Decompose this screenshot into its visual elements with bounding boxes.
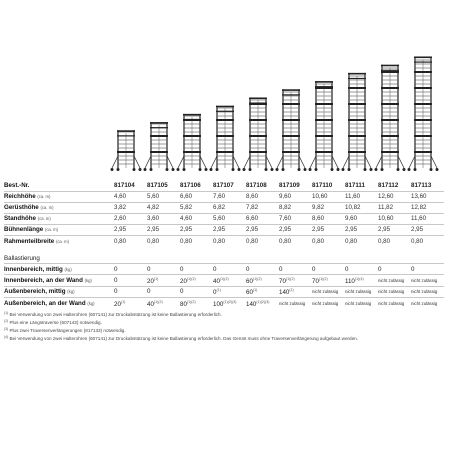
spec-value: 5,60: [147, 191, 180, 202]
spec-value: 4,60: [180, 213, 213, 224]
footnote-ref: (1)(2): [153, 299, 163, 304]
spec-value: 0,80: [345, 235, 378, 246]
ballast-value: 0: [279, 264, 312, 275]
footnote-ref: (1)(2): [252, 276, 262, 281]
spec-unit: (ca. m): [44, 227, 58, 233]
spec-value: 11,60: [345, 191, 378, 202]
ballast-value: nicht zulässig: [279, 298, 312, 309]
spec-value: 2,95: [246, 224, 279, 235]
scaffold-tower-icon: [408, 56, 439, 171]
ballast-label: Außenbereich, mittig (kg): [4, 286, 114, 297]
ballast-value: 0: [114, 286, 147, 297]
ballast-value: nicht zulässig: [378, 275, 411, 286]
spec-value: 0,80: [246, 235, 279, 246]
footnote-ref: (1): [289, 287, 294, 292]
footnote-ref: (1)(4): [354, 276, 364, 281]
ballast-row: [4, 298, 444, 309]
footnote: [4, 318, 446, 326]
spec-value: 2,95: [114, 224, 147, 235]
spec-value: 11,82: [378, 202, 411, 213]
footnote-ref: (1)(2): [186, 276, 196, 281]
ballast-value: nicht zulässig: [345, 298, 378, 309]
spec-value: 7,60: [213, 191, 246, 202]
spec-row: [4, 191, 444, 202]
scaffold-tower-illustrations: [0, 0, 450, 180]
article-number: 817112: [378, 181, 399, 189]
spec-value: 0,80: [180, 235, 213, 246]
spec-value: 0,80: [411, 235, 444, 246]
ballast-value: 60$^{(1)}$: [246, 286, 279, 297]
spec-label: Standhöhe (ca. m): [4, 213, 114, 224]
ballast-table: [4, 263, 444, 309]
spec-value: 2,95: [345, 224, 378, 235]
ballast-value: $110^{(1)(4)}$: [345, 275, 378, 286]
footnote-number: (1): [4, 311, 9, 315]
ballast-value: 0: [114, 275, 147, 286]
footnote-text: Bei Verwendung von zwei Halterohren (607141) zur Druckabstützung ist keine Ballastierung erforderlich.: [9, 312, 222, 317]
ballast-value: 0: [147, 286, 180, 297]
scaffold-tower-icon: [309, 81, 340, 171]
ballast-value: nicht zulässig: [345, 286, 378, 297]
spec-value: 4,60: [114, 191, 147, 202]
spec-value: 5,60: [213, 213, 246, 224]
article-number: 817104: [114, 181, 135, 189]
scaffold-tower-icon: [177, 114, 208, 171]
ballast-value: $20^{(1)(2)}$: [180, 275, 213, 286]
spec-label: Rahmenteilbreite (ca. m): [4, 235, 114, 246]
spec-value: 2,95: [411, 224, 444, 235]
spec-value: 2,95: [312, 224, 345, 235]
ballast-value: 0: [246, 264, 279, 275]
spec-value: 0,80: [213, 235, 246, 246]
footnotes: [4, 310, 446, 342]
ballast-value: 0: [180, 286, 213, 297]
ballast-value: $70^{(1)(2)}$: [312, 275, 345, 286]
scaffold-tower-icon: [210, 106, 241, 171]
spec-value: 3,60: [147, 213, 180, 224]
ballast-value: nicht zulässig: [411, 275, 444, 286]
ballast-value: nicht zulässig: [378, 286, 411, 297]
ballast-value: nicht zulässig: [312, 298, 345, 309]
spec-value: 0,80: [114, 235, 147, 246]
spec-value: 7,60: [279, 213, 312, 224]
ballast-value: $60^{(1)(2)}$: [246, 275, 279, 286]
ballast-value: 140$^{(1)}$: [279, 286, 312, 297]
footnote-ref: (1)(2): [285, 276, 295, 281]
article-number: 817108: [246, 181, 267, 189]
spec-value: 8,60: [312, 213, 345, 224]
article-number: 817106: [180, 181, 201, 189]
ballast-value: $40^{(1)(2)}$: [147, 298, 180, 309]
spec-value: 2,95: [147, 224, 180, 235]
footnote-text: Bei Verwendung von zwei Halterohren (607141) zur Druckabstützung ist keine Ballastierung erforderlich. Das Gerüst muss ohne Traversenverlängerung aufgebaut werden.: [9, 336, 358, 341]
spec-unit: (ca. m): [40, 205, 54, 211]
spec-unit: (ca. m): [55, 238, 69, 244]
footnote-ref: (1)(2): [186, 299, 196, 304]
spec-value: 0,80: [147, 235, 180, 246]
spec-value: 12,82: [411, 202, 444, 213]
spec-value: 9,60: [345, 213, 378, 224]
footnote-number: (2): [4, 319, 9, 323]
ballast-value: 0: [213, 264, 246, 275]
spec-value: 5,82: [180, 202, 213, 213]
footnote-number: (3): [4, 327, 9, 331]
ballast-value: 0: [378, 264, 411, 275]
ballast-value: nicht zulässig: [378, 298, 411, 309]
ballast-unit: (kg): [67, 289, 75, 295]
spec-value: 0,80: [378, 235, 411, 246]
ballast-value: 0: [345, 264, 378, 275]
spec-value: 11,60: [411, 213, 444, 224]
scaffold-tower-icon: [243, 97, 274, 171]
ballast-value: $100^{(1)(2)(3)}$: [213, 298, 246, 309]
scaffold-tower-icon: [375, 65, 406, 171]
spec-table: [4, 180, 444, 247]
ballast-value: 0: [312, 264, 345, 275]
article-number: 817107: [213, 181, 234, 189]
ballast-unit: (kg): [64, 266, 72, 272]
scaffold-tower-icon: [342, 73, 373, 171]
spec-value: 2,60: [114, 213, 147, 224]
article-number-row: [4, 180, 444, 191]
spec-value: 12,60: [378, 191, 411, 202]
spec-unit: (ca. m): [37, 194, 51, 200]
spec-value: 8,60: [246, 191, 279, 202]
spec-row: [4, 202, 444, 213]
ballast-value: 0: [411, 264, 444, 275]
ballast-value: 0$^{(1)}$: [213, 286, 246, 297]
spec-value: 7,82: [246, 202, 279, 213]
footnote-ref: (1)(2)(3): [256, 299, 270, 304]
ballast-label: Innenbereich, mittig (kg): [4, 264, 114, 275]
ballast-row: [4, 264, 444, 275]
footnote-ref: (1)(2)(3): [223, 299, 237, 304]
spec-value: 4,82: [147, 202, 180, 213]
spec-value: 2,95: [378, 224, 411, 235]
article-number: 817111: [345, 181, 365, 189]
ballast-label: Innenbereich, an der Wand (kg): [4, 275, 114, 286]
ballast-row: [4, 286, 444, 297]
spec-row: [4, 213, 444, 224]
spec-value: 3,82: [114, 202, 147, 213]
spec-unit: (ca. m): [37, 216, 51, 222]
ballast-unit: (kg): [87, 301, 95, 307]
ballast-value: 20$^{(1)}$: [114, 298, 147, 309]
spec-value: 13,60: [411, 191, 444, 202]
spec-value: 10,82: [345, 202, 378, 213]
ballast-value: nicht zulässig: [411, 298, 444, 309]
footnote-ref: (1): [120, 299, 126, 304]
ballast-row: [4, 275, 444, 286]
ballast-unit: (kg): [84, 278, 92, 284]
article-number: 817105: [147, 181, 168, 189]
ballast-value: $80^{(1)(2)}$: [180, 298, 213, 309]
ballast-value: $40^{(1)(2)}$: [213, 275, 246, 286]
ballast-value: nicht zulässig: [411, 286, 444, 297]
spec-value: 6,82: [213, 202, 246, 213]
spec-value: 6,60: [180, 191, 213, 202]
footnote-ref: (1): [153, 276, 159, 281]
ballast-value: $70^{(1)(2)}$: [279, 275, 312, 286]
footnote-ref: (1): [216, 287, 221, 292]
ballast-value: $140^{(1)(2)(3)}$: [246, 298, 279, 309]
article-number: 817110: [312, 181, 333, 189]
article-number: 817109: [279, 181, 300, 189]
ballast-value: 0: [180, 264, 213, 275]
ballast-value: 20$^{(1)}$: [147, 275, 180, 286]
footnote-number: (4): [4, 335, 9, 339]
footnote: [4, 326, 446, 334]
footnote: [4, 334, 446, 342]
ballast-label: Außenbereich, an der Wand (kg): [4, 298, 114, 309]
spec-label: Bühnenlänge (ca. m): [4, 224, 114, 235]
ballast-title: Ballastierung: [4, 255, 40, 262]
scaffold-tower-icon: [111, 130, 142, 171]
article-number: 817113: [411, 181, 432, 189]
article-number-label: Best.-Nr.: [4, 181, 30, 189]
footnote-text: Plus eine Längstraverse (607143) notwendig.: [9, 320, 102, 325]
spec-row: [4, 235, 444, 246]
footnote-ref: (1)(2): [219, 276, 229, 281]
scaffold-tower-icon: [144, 122, 175, 171]
spec-row: [4, 224, 444, 235]
spec-label: Gerüsthöhe (ca. m): [4, 202, 114, 213]
spec-value: 10,60: [378, 213, 411, 224]
spec-value: 9,60: [279, 191, 312, 202]
spec-value: 2,95: [213, 224, 246, 235]
spec-value: 2,95: [180, 224, 213, 235]
spec-value: 6,60: [246, 213, 279, 224]
spec-label: Reichhöhe (ca. m): [4, 191, 114, 202]
ballast-value: nicht zulässig: [312, 286, 345, 297]
footnote-ref: (1)(2): [318, 276, 328, 281]
spec-value: 2,95: [279, 224, 312, 235]
scaffold-tower-icon: [276, 89, 307, 171]
ballast-value: 0: [147, 264, 180, 275]
footnote: [4, 310, 446, 318]
footnote-ref: (1): [252, 287, 258, 292]
spec-value: 0,80: [312, 235, 345, 246]
spec-value: 8,82: [279, 202, 312, 213]
spec-value: 10,60: [312, 191, 345, 202]
ballast-value: 0: [114, 264, 147, 275]
footnote-text: Plus zwei Traversenverlängerungen (817133) notwendig.: [9, 328, 126, 333]
spec-value: 0,80: [279, 235, 312, 246]
spec-value: 9,82: [312, 202, 345, 213]
